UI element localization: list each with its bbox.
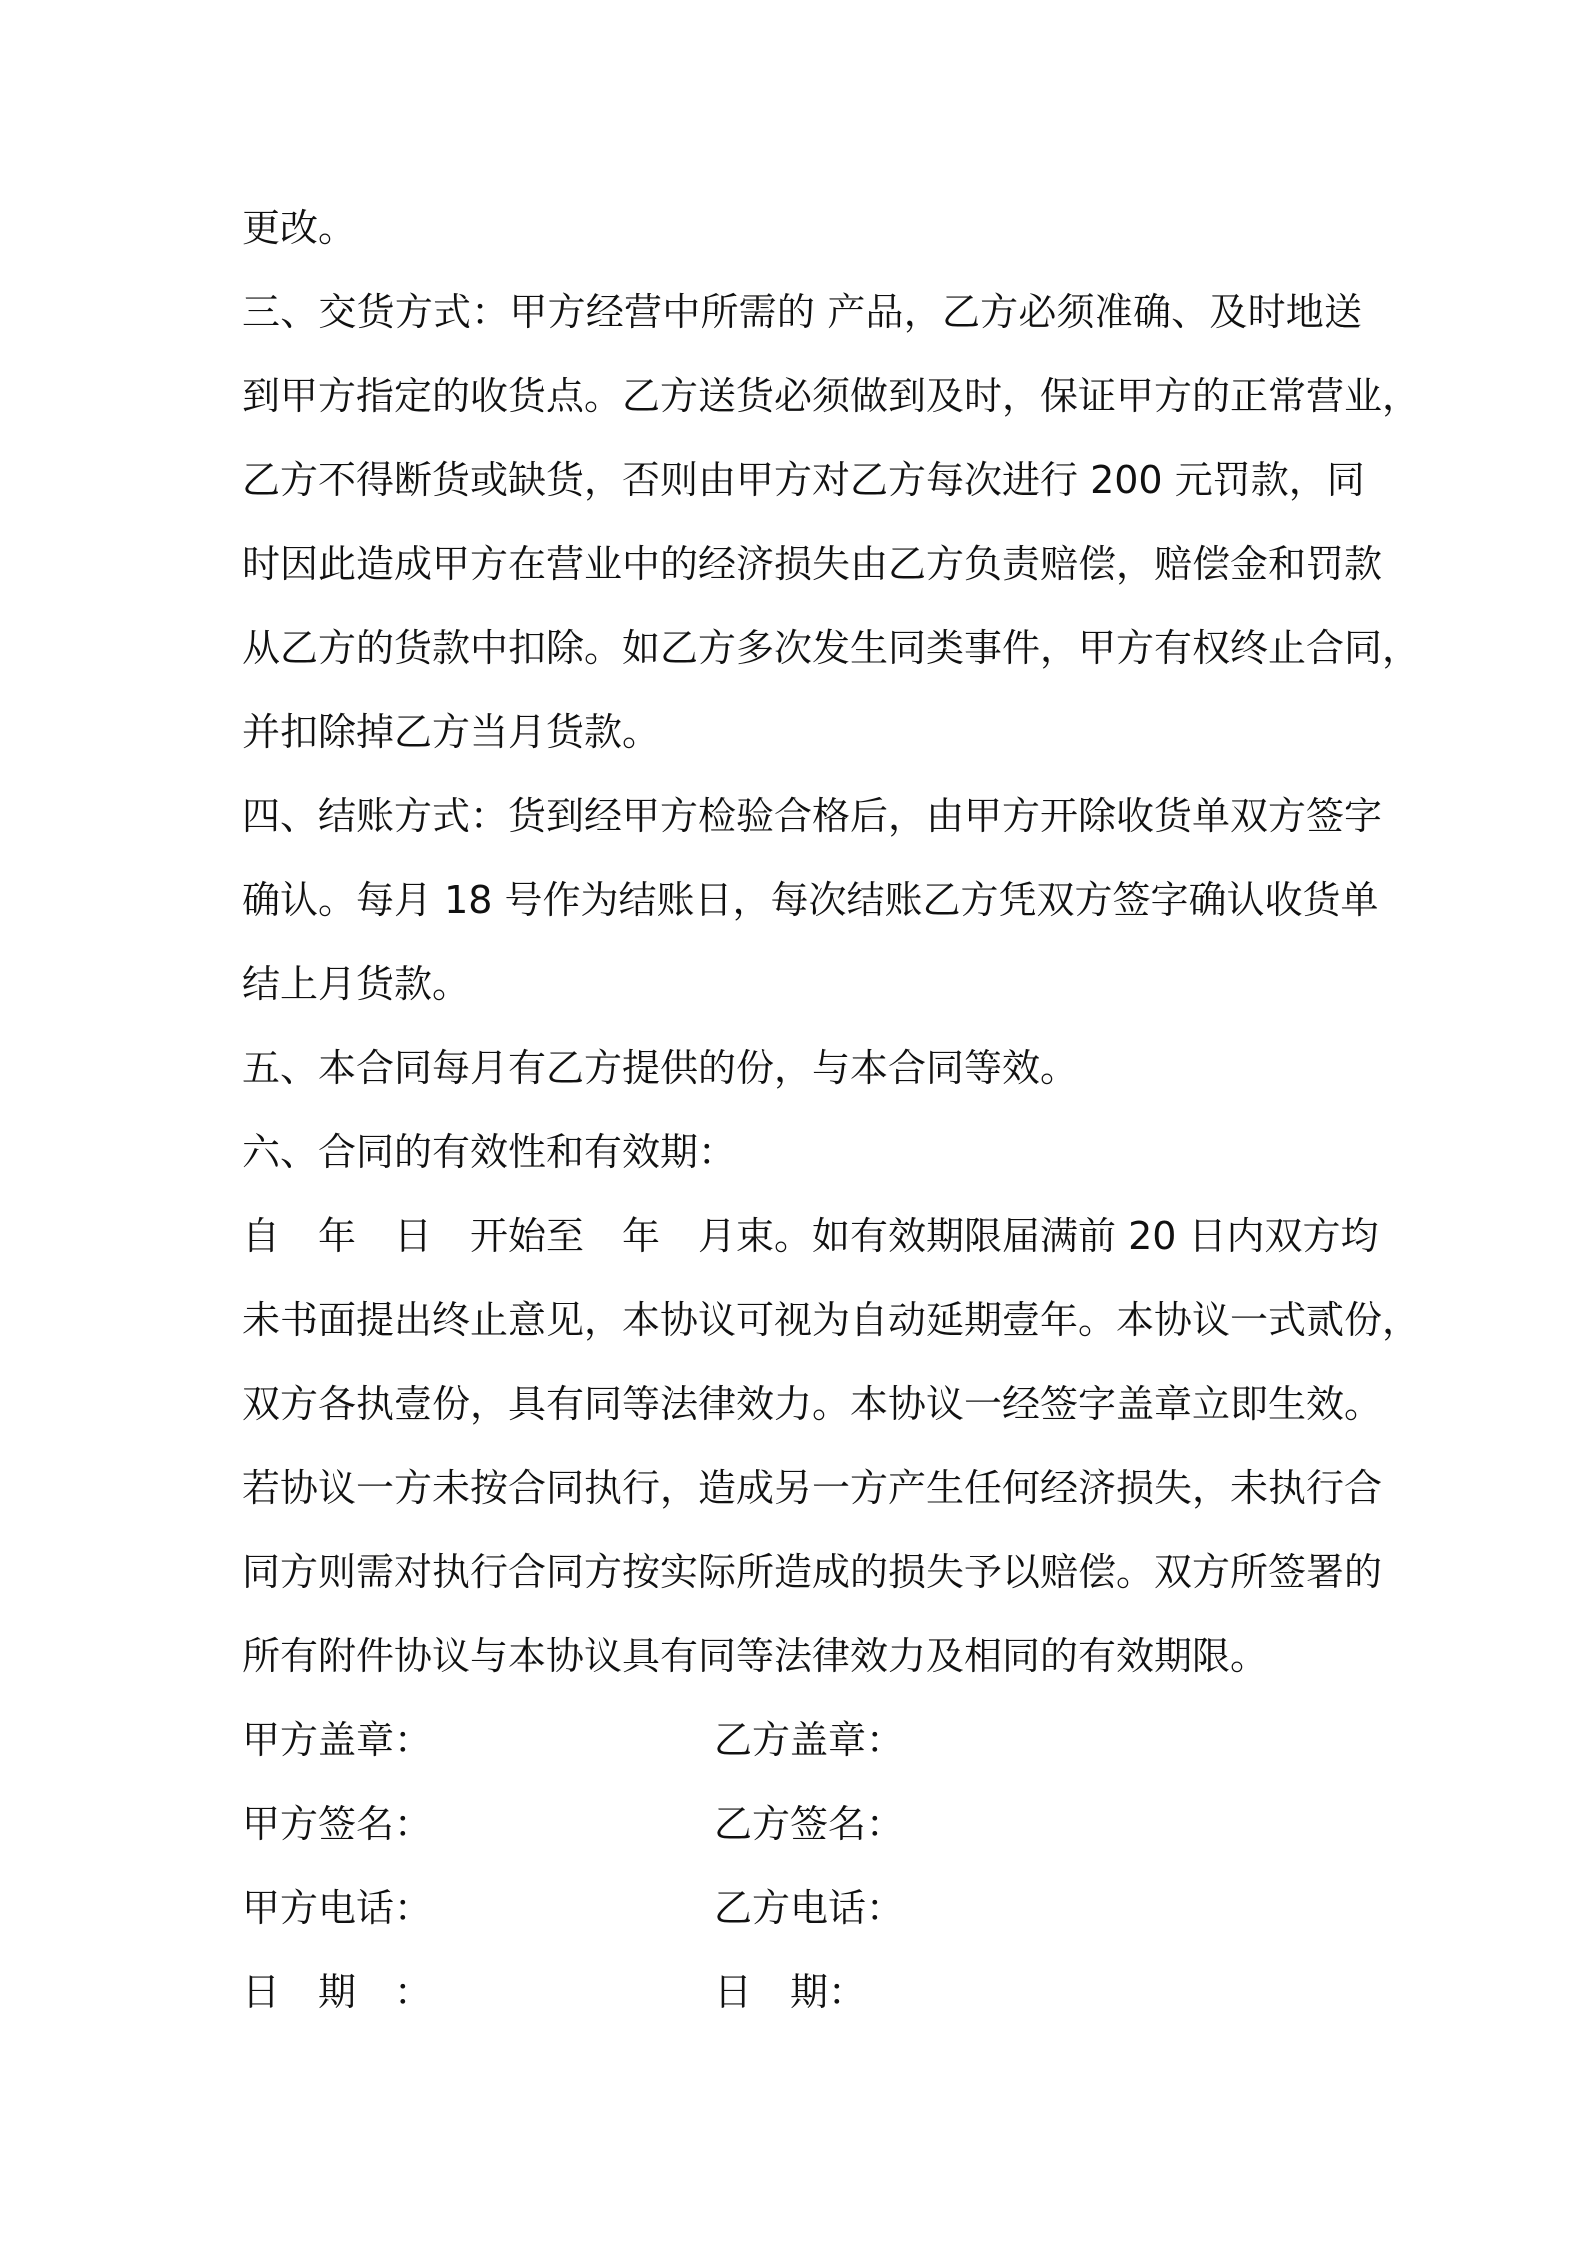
text-line: 五、本合同每月有乙方提供的份，与本合同等效。 xyxy=(242,1046,1079,1090)
text-line: 未书面提出终止意见，本协议可视为自动延期壹年。本协议一式贰份， xyxy=(242,1298,1421,1342)
text-line: 时因此造成甲方在营业中的经济损失由乙方负责赔偿，赔偿金和罚款 xyxy=(242,542,1383,586)
text-line: 四、结账方式：货到经甲方检验合格后，由甲方开除收货单双方签字 xyxy=(242,794,1383,838)
text-line: 六、合同的有效性和有效期： xyxy=(242,1130,737,1174)
text-line: 三、交货方式：甲方经营中所需的 产品，乙方必须准确、及时地送 xyxy=(242,290,1362,334)
party-a-date-label: 日 期 ： xyxy=(242,1970,433,2014)
signature-row-date xyxy=(242,1950,1362,2034)
signature-row-phone xyxy=(242,1866,1362,1950)
text-line: 确认。每月 18 号作为结账日，每次结账乙方凭双方签字确认收货单 xyxy=(242,878,1379,922)
party-b-date-label: 日 期： xyxy=(714,1970,867,2014)
text-line: 并扣除掉乙方当月货款。 xyxy=(242,710,661,754)
text-line: 乙方不得断货或缺货，否则由甲方对乙方每次进行 200 元罚款，同 xyxy=(242,458,1365,502)
text-line: 更改。 xyxy=(242,206,357,250)
text-line: 结上月货款。 xyxy=(242,962,471,1006)
party-b-sign-label: 乙方签名： xyxy=(714,1802,905,1846)
text-line: 所有附件协议与本协议具有同等法律效力及相同的有效期限。 xyxy=(242,1634,1269,1678)
text-line: 到甲方指定的收货点。乙方送货必须做到及时，保证甲方的正常营业， xyxy=(242,374,1421,418)
text-line: 从乙方的货款中扣除。如乙方多次发生同类事件，甲方有权终止合同， xyxy=(242,626,1421,670)
signature-row-seal xyxy=(242,1698,1362,1782)
text-line: 同方则需对执行合同方按实际所造成的损失予以赔偿。双方所签署的 xyxy=(242,1550,1383,1594)
party-a-seal-label: 甲方盖章： xyxy=(242,1718,433,1762)
party-a-sign-label: 甲方签名： xyxy=(242,1802,433,1846)
party-b-phone-label: 乙方电话： xyxy=(714,1886,905,1930)
signature-row-sign xyxy=(242,1782,1362,1866)
text-line: 若协议一方未按合同执行，造成另一方产生任何经济损失，未执行合 xyxy=(242,1466,1383,1510)
party-b-seal-label: 乙方盖章： xyxy=(714,1718,905,1762)
text-line: 自 年 日 开始至 年 月束。如有效期限届满前 20 日内双方均 xyxy=(242,1214,1379,1258)
text-line: 双方各执壹份，具有同等法律效力。本协议一经签字盖章立即生效。 xyxy=(242,1382,1383,1426)
party-a-phone-label: 甲方电话： xyxy=(242,1886,433,1930)
